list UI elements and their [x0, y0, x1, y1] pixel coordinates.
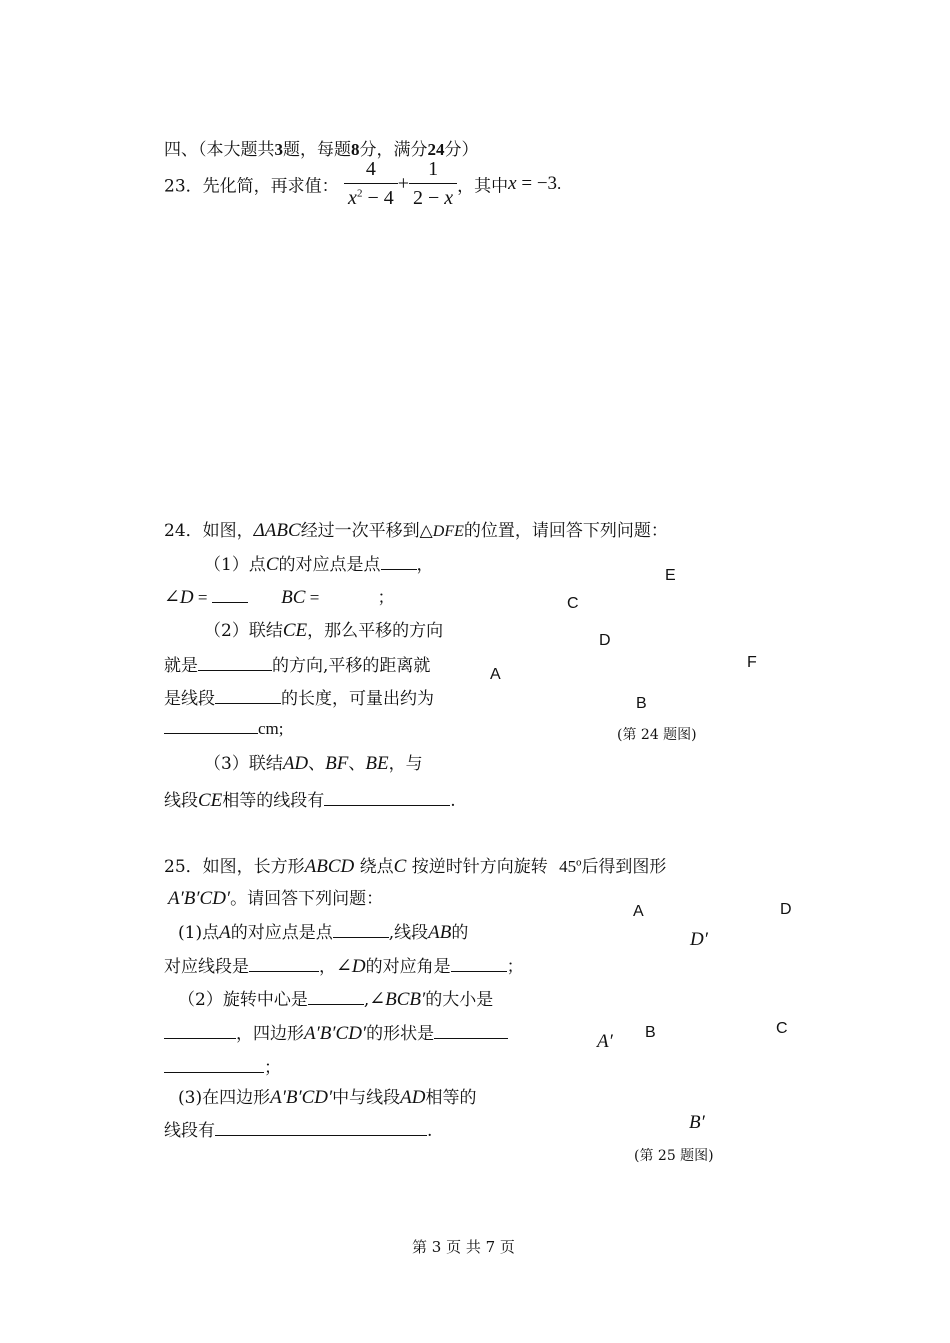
- fig25-label-B-prime: B′: [689, 1112, 705, 1133]
- q24-part3: （3）联结AD、BF、BE，与: [204, 753, 423, 774]
- answer-blank: [249, 955, 319, 972]
- fig24-label-D: D: [599, 632, 611, 649]
- answer-blank: [308, 988, 364, 1005]
- q24-part1: （1）点C的对应点是点 ，: [204, 554, 434, 575]
- fig24-label-A: A: [490, 666, 501, 683]
- answer-blank: [333, 921, 389, 938]
- fraction-2: $\frac{1}{2 - x}$: [409, 158, 457, 210]
- answer-blank: [434, 1022, 508, 1039]
- q24-part2-line2: 就是 的方向,平移的距离就: [164, 656, 431, 676]
- fig25-caption: (第 25 题图): [634, 1148, 714, 1164]
- answer-blank: [215, 687, 281, 704]
- page-footer: 第 3 页 共 7 页: [412, 1238, 515, 1256]
- fig24-label-E: E: [665, 567, 676, 584]
- answer-blank: [451, 955, 507, 972]
- q25-part2: （2）旋转中心是 ,∠BCB′的大小是: [178, 989, 494, 1010]
- fig25-label-B: B: [645, 1024, 656, 1041]
- q25-part2-line3: ；: [164, 1053, 281, 1078]
- q25-part1: (1)点A的对应点是点 ,线段AB的: [178, 922, 469, 943]
- answer-blank: [164, 717, 258, 734]
- fig25-label-A: A: [633, 903, 644, 920]
- answer-blank: [324, 789, 450, 806]
- q25-title-line2: A′B′CD′。请回答下列问题：: [168, 888, 384, 909]
- answer-blank: [198, 654, 272, 671]
- fig24-label-F: F: [747, 654, 757, 671]
- fraction-1: $\frac{4}{x^2 - 4}$: [344, 158, 398, 210]
- answer-blank: [164, 1022, 236, 1039]
- fig25-label-A-prime: A′: [597, 1031, 613, 1052]
- q25-title: 25．如图，长方形ABCD 绕点C 按逆时针方向旋转 45º后得到图形: [164, 856, 667, 877]
- fig24-caption: (第 24 题图): [617, 727, 697, 743]
- q24-title: 24．如图，ΔABC经过一次平移到△DFE的位置，请回答下列问题：: [164, 520, 668, 541]
- q24-part1-line2: ∠D = BC = ；: [164, 587, 395, 608]
- answer-blank: [215, 1119, 427, 1136]
- q25-part3: (3)在四边形A′B′CD′中与线段AD相等的: [178, 1087, 477, 1108]
- fig25-label-D-prime: D′: [690, 929, 708, 950]
- q24-part2-line3: 是线段 的长度，可量出约为: [164, 689, 434, 709]
- fig24-label-B: B: [636, 695, 647, 712]
- question-23: 23．先化简，再求值： $\frac{4}{x^2 - 4}$ + $\frac{1}{2 - x}$ ，其中x = −3.: [164, 158, 562, 209]
- answer-blank: [381, 553, 417, 570]
- fig25-label-D: D: [780, 901, 792, 918]
- answer-blank: [212, 586, 248, 603]
- q24-part2: （2）联结CE，那么平移的方向: [204, 620, 444, 641]
- q25-part2-line2: ，四边形A′B′CD′的形状是: [164, 1019, 508, 1045]
- q25-part3-line2: 线段有 .: [164, 1121, 433, 1141]
- fig25-label-C: C: [776, 1020, 788, 1037]
- q24-part3-line2: 线段CE相等的线段有 .: [164, 790, 456, 811]
- answer-blank: [164, 1056, 264, 1073]
- fig24-label-C: C: [567, 595, 579, 612]
- section-header: 四、（本大题共3题，每题8分，满分24分）: [164, 140, 479, 160]
- q24-part2-line4: cm;: [164, 717, 284, 739]
- q25-part1-line2: 对应线段是 ，∠D的对应角是 ；: [164, 956, 524, 977]
